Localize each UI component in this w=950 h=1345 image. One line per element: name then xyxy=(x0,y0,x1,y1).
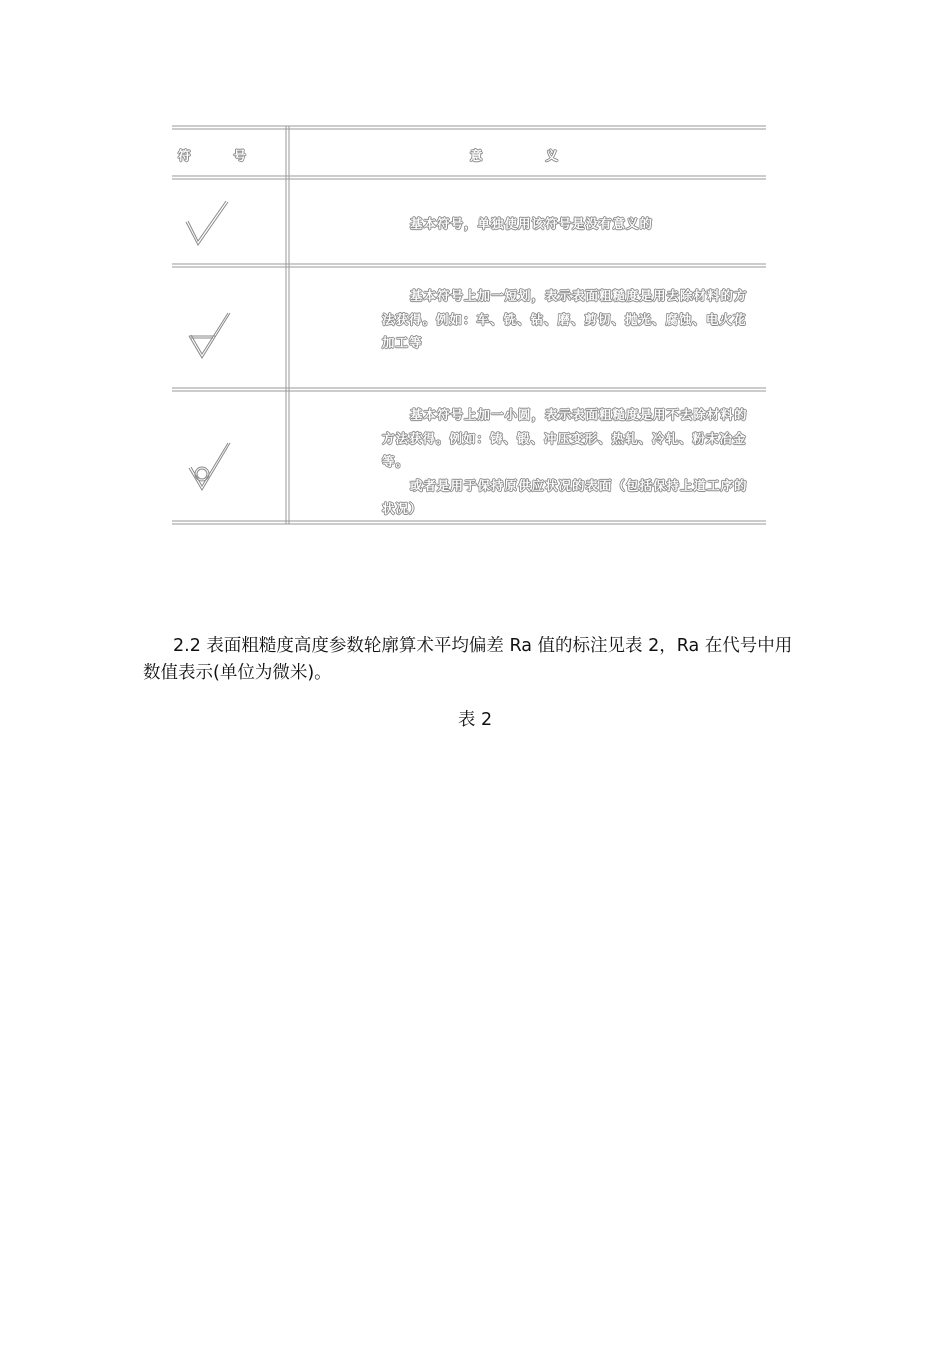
header-meaning-char: 意 xyxy=(470,148,483,163)
table-caption: 表 2 xyxy=(457,710,493,730)
row3-meaning-paragraph: 或者是用于保持原供应状况的表面（包括保持上道工序的状况） xyxy=(382,477,748,516)
machined-removal-symbol-icon xyxy=(186,310,236,362)
header-symbol-char: 号 xyxy=(233,148,246,163)
row1-meaning xyxy=(382,212,758,236)
header-meaning-char: 义 xyxy=(545,148,558,163)
no-removal-symbol-icon xyxy=(186,440,236,494)
body-paragraph: 2.2 表面粗糙度高度参数轮廓算术平均偏差 Ra 值的标注见表 2，Ra 在代号中用数值表示(单位为微米)。 xyxy=(143,636,793,683)
header-meaning xyxy=(470,146,558,164)
header-symbol xyxy=(178,146,246,164)
header-symbol-char: 符 xyxy=(178,148,191,163)
roughness-symbol-table xyxy=(170,124,768,526)
row3-meaning xyxy=(382,403,758,521)
basic-roughness-symbol-icon xyxy=(184,198,234,250)
row2-meaning xyxy=(382,284,758,355)
row2-meaning-paragraph: 基本符号上加一短划，表示表面粗糙度是用去除材料的方法获得。例如：车、铣、钻、磨、剪切、抛光、腐蚀、电火花加工等 xyxy=(382,288,748,350)
row3-meaning-paragraph: 基本符号上加一小圆，表示表面粗糙度是用不去除材料的方法获得。例如：铸、锻、冲压变形、热轧、冷轧、粉末冶金等。 xyxy=(382,407,748,469)
row1-meaning-paragraph: 基本符号，单独使用该符号是没有意义的 xyxy=(410,216,654,231)
